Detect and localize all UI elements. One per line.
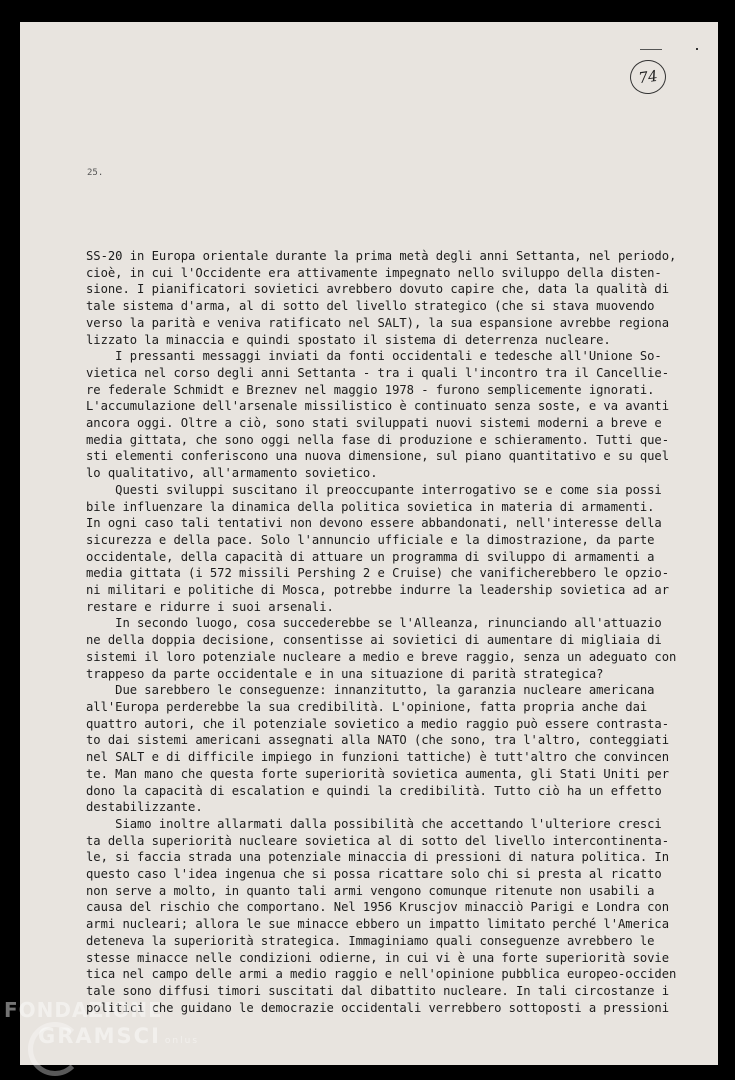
text-line: causa del rischio che comportano. Nel 1956 Kruscjov minacciò Parigi e Londra con (86, 900, 670, 915)
text-line: In secondo luogo, cosa succederebbe se l'Alleanza, rinunciando all'attuazio (86, 616, 662, 631)
text-line: non serve a molto, in quanto tali armi vengono comunque ritenute non usabili a (86, 883, 655, 898)
text-line: tale sistema d'arma, al di sotto del livello strategico (che si stava muovendo (86, 299, 655, 314)
folio-stamp (628, 58, 668, 97)
text-line: ancora oggi. Oltre a ciò, sono stati sviluppati nuovi sistemi moderni a breve e (86, 416, 662, 431)
text-line: verso la parità e veniva ratificato nel SALT), la sua espansione avrebbe regiona (86, 315, 670, 330)
text-line: destabilizzante. (86, 800, 203, 815)
text-line: Siamo inoltre allarmati dalla possibilità che accettando l'ulteriore cresci (86, 816, 662, 831)
text-line: tica nel campo delle armi a medio raggio e nell'opinione pubblica europeo-occiden (86, 967, 677, 982)
document-body (86, 248, 677, 1016)
text-line: ni militari e politiche di Mosca, potrebbe indurre la leadership sovietica ad ar (86, 583, 670, 598)
text-line: L'accumulazione dell'arsenale missilistico è continuato senza soste, e va avanti (86, 399, 670, 414)
watermark-line1: FONDAZIONE (4, 998, 163, 1022)
text-line: politici che guidano le democrazie occidentali verrebbero sottoposti a pressioni (86, 1000, 670, 1015)
text-line: vietica nel corso degli anni Settanta - tra i quali l'incontro tra il Cancellie- (86, 365, 670, 380)
text-line: dono la capacità di escalation e quindi la credibilità. Tutto ciò ha un effetto (86, 783, 662, 798)
text-line: trappeso da parte occidentale e in una situazione di parità strategica? (86, 666, 604, 681)
text-line: deteneva la superiorità strategica. Immaginiamo quali conseguenze avrebbero le (86, 933, 655, 948)
text-line: re federale Schmidt e Breznev nel maggio 1978 - furono semplicemente ignorati. (86, 382, 655, 397)
watermark-logo-icon (28, 1022, 82, 1076)
text-line: quattro autori, che il potenziale sovietico a medio raggio può essere contrasta- (86, 716, 670, 731)
text-line: I pressanti messaggi inviati da fonti occidentali e tedesche all'Unione So- (86, 349, 662, 364)
text-line: restare e ridurre i suoi arsenali. (86, 599, 334, 614)
text-line: cioè, in cui l'Occidente era attivamente impegnato nello sviluppo della disten- (86, 265, 662, 280)
page-number: 25. (87, 168, 104, 178)
text-line: questo caso l'idea ingenua che si possa ricattare solo chi si presta al ricatto (86, 867, 662, 882)
folio-number: 74 (637, 66, 659, 88)
text-line: sione. I pianificatori sovietici avrebbero dovuto capire che, data la qualità di (86, 282, 670, 297)
text-line: media gittata (i 572 missili Pershing 2 e Cruise) che vanificherebbero le opzio- (86, 566, 670, 581)
text-line: tale sono diffusi timori suscitati dal dibattito nucleare. In tali circostanze i (86, 983, 670, 998)
document-page (20, 22, 718, 1065)
text-line: In ogni caso tali tentativi non devono essere abbandonati, nell'interesse della (86, 516, 662, 531)
watermark-line2: GRAMSCI (38, 1024, 161, 1048)
text-line: SS-20 in Europa orientale durante la prima metà degli anni Settanta, nel periodo, (86, 249, 677, 263)
text-line: lizzato la minaccia e quindi spostato il sistema di deterrenza nucleare. (86, 332, 611, 347)
text-line: sti elementi conferiscono una nuova dimensione, sul piano quantitativo e su quel (86, 449, 670, 464)
text-line: to dai sistemi americani assegnati alla NATO (che sono, tra l'altro, conteggiati (86, 733, 670, 748)
text-line: all'Europa perderebbe la sua credibilità. L'opinione, fatta propria anche dai (86, 699, 648, 714)
text-line: sistemi il loro potenziale nucleare a medio e breve raggio, senza un adeguato con (86, 649, 677, 664)
top-rule-mark (640, 49, 662, 50)
text-line: bile influenzare la dinamica della politica sovietica in materia di armamenti. (86, 499, 655, 514)
text-line: Questi sviluppi suscitano il preoccupante interrogativo se e come sia possi (86, 482, 662, 497)
text-line: sicurezza e della pace. Solo l'annuncio ufficiale e la dimostrazione, da parte (86, 532, 655, 547)
text-line: nel SALT e di difficile impiego in funzioni tattiche) è tutt'altro che convincen (86, 750, 670, 765)
text-line: Due sarebbero le conseguenze: innanzitutto, la garanzia nucleare americana (86, 683, 655, 698)
text-line: lo qualitativo, all'armamento sovietico. (86, 466, 378, 481)
text-line: occidentale, della capacità di attuare un programma di sviluppo di armamenti a (86, 549, 655, 564)
text-line: le, si faccia strada una potenziale minaccia di pressioni di natura politica. In (86, 850, 670, 865)
text-line: stesse minacce nelle condizioni odierne, in cui vi è una forte superiorità sovie (86, 950, 670, 965)
text-line: armi nucleari; allora le sue minacce ebbero un impatto limitato perché l'America (86, 917, 670, 932)
text-line: media gittata, che sono oggi nella fase di produzione e schieramento. Tutti que- (86, 432, 670, 447)
text-line: ne della doppia decisione, consentisse ai sovietici di aumentare di migliaia di (86, 633, 662, 648)
watermark-suffix: onlus (164, 1036, 200, 1046)
text-line: ta della superiorità nucleare sovietica al di sotto del livello intercontinenta- (86, 833, 670, 848)
text-line: te. Man mano che questa forte superiorità sovietica aumenta, gli Stati Uniti per (86, 766, 670, 781)
top-dot-mark (696, 48, 698, 50)
